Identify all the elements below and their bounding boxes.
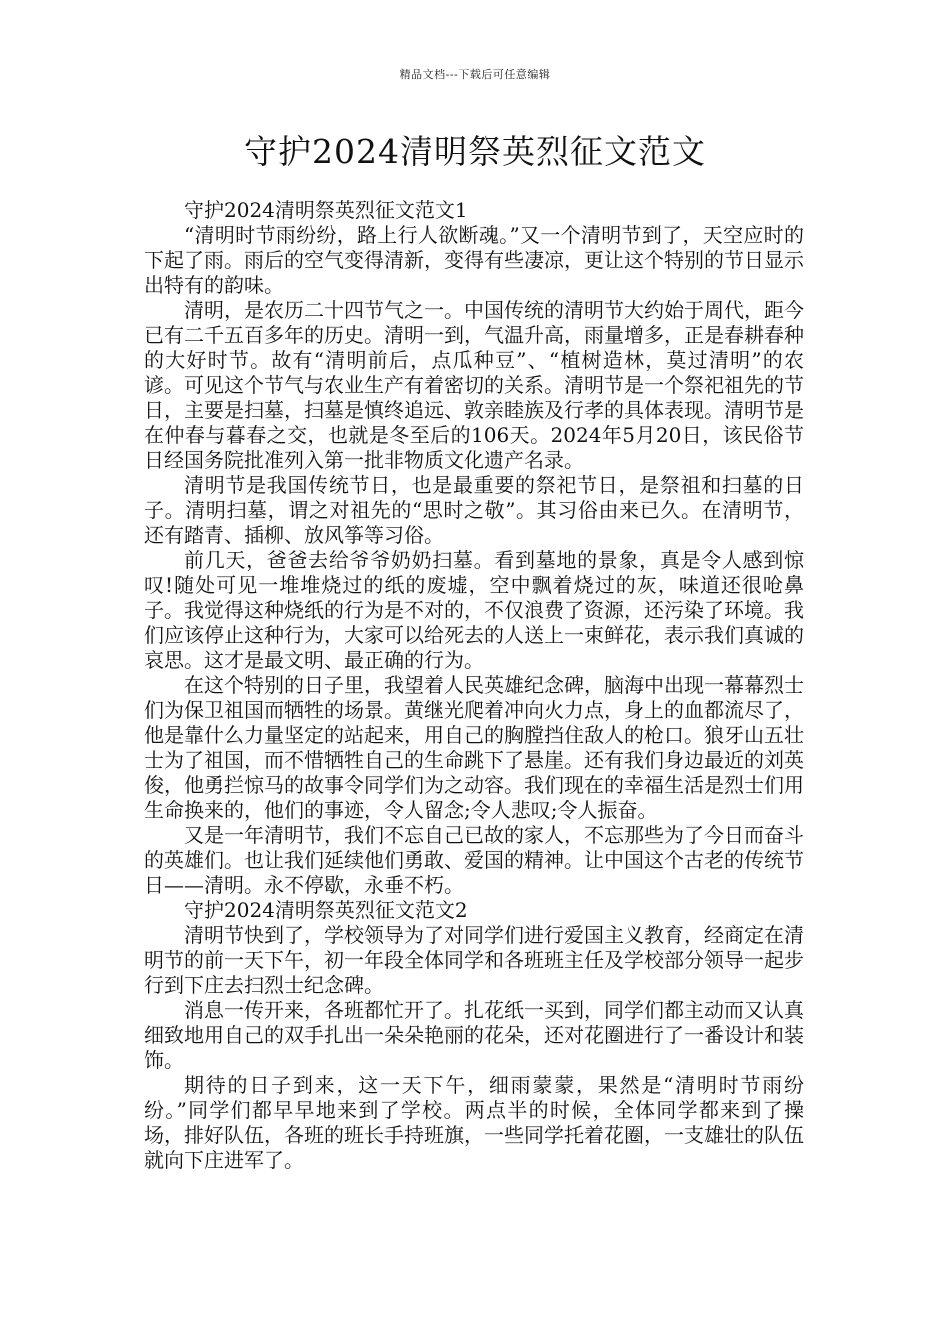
- header-note: 精品文档---下载后可任意编辑: [399, 68, 551, 81]
- paragraph: 期待的日子到来，这一天下午，细雨蒙蒙，果然是“清明时节雨纷纷。”同学们都早早地来到了学校。两点半的时候，全体同学都来到了操场，排好队伍，各班的班长手持班旗，一些同学托着花圈，一支雄壮的队伍就向下庄进军了。: [144, 1073, 804, 1172]
- paragraph: 前几天，爸爸去给爷爷奶奶扫墓。看到墓地的景象，真是令人感到惊叹!随处可见一堆堆烧过的纸的废墟，空中飘着烧过的灰，味道还很呛鼻子。我觉得这种烧纸的行为是不对的，不仅浪费了资源，还污染了环境。我们应该停止这种行为，大家可以给死去的人送上一束鲜花，表示我们真诚的哀思。这才是最文明、最正确的行为。: [144, 548, 804, 672]
- paragraph: “清明时节雨纷纷，路上行人欲断魂。”又一个清明节到了，天空应时的下起了雨。雨后的空气变得清新，变得有些凄凉，更让这个特别的节日显示出特有的韵味。: [144, 223, 804, 297]
- paragraph: 又是一年清明节，我们不忘自己已故的家人，不忘那些为了今日而奋斗的英雄们。也让我们延续他们勇敢、爱国的精神。让中国这个古老的传统节日——清明。永不停歇，永垂不朽。: [144, 823, 804, 897]
- paragraph: 在这个特别的日子里，我望着人民英雄纪念碑，脑海中出现一幕幕烈士们为保卫祖国而牺牲的场景。黄继光爬着冲向火力点，身上的血都流尽了，他是靠什么力量坚定的站起来，用自己的胸膛挡住敌人的枪口。狼牙山五壮士为了祖国，而不惜牺牲自己的生命跳下了悬崖。还有我们身边最近的刘英俊，他勇拦惊马的故事令同学们为之动容。我们现在的幸福生活是烈士们用生命换来的，他们的事迹，令人留念;令人悲叹;令人振奋。: [144, 673, 804, 822]
- document-body: [144, 198, 804, 1173]
- section-heading-2: 守护2024清明祭英烈征文范文2: [184, 898, 468, 922]
- section-heading-1: 守护2024清明祭英烈征文范文1: [184, 198, 468, 222]
- paragraph: 清明节是我国传统节日，也是最重要的祭祀节日，是祭祖和扫墓的日子。清明扫墓，谓之对祖先的“思时之敬”。其习俗由来已久。在清明节，还有踏青、插柳、放风筝等习俗。: [144, 473, 804, 547]
- document-title: 守护2024清明祭英烈征文范文: [244, 132, 706, 171]
- paragraph: 消息一传开来，各班都忙开了。扎花纸一买到，同学们都主动而又认真细致地用自己的双手扎出一朵朵艳丽的花朵，还对花圈进行了一番设计和装饰。: [144, 998, 804, 1072]
- paragraph: 清明节快到了，学校领导为了对同学们进行爱国主义教育，经商定在清明节的前一天下午，初一年段全体同学和各班班主任及学校部分领导一起步行到下庄去扫烈士纪念碑。: [144, 923, 804, 997]
- paragraph: 清明，是农历二十四节气之一。中国传统的清明节大约始于周代，距今已有二千五百多年的历史。清明一到，气温升高，雨量增多，正是春耕春种的大好时节。故有“清明前后，点瓜种豆”、“植树造林，莫过清明”的农谚。可见这个节气与农业生产有着密切的关系。清明节是一个祭祀祖先的节日，主要是扫墓，扫墓是慎终追远、敦亲睦族及行孝的具体表现。清明节是在仲春与暮春之交，也就是冬至后的106天。2024年5月20日，该民俗节日经国务院批准列入第一批非物质文化遗产名录。: [144, 298, 804, 472]
